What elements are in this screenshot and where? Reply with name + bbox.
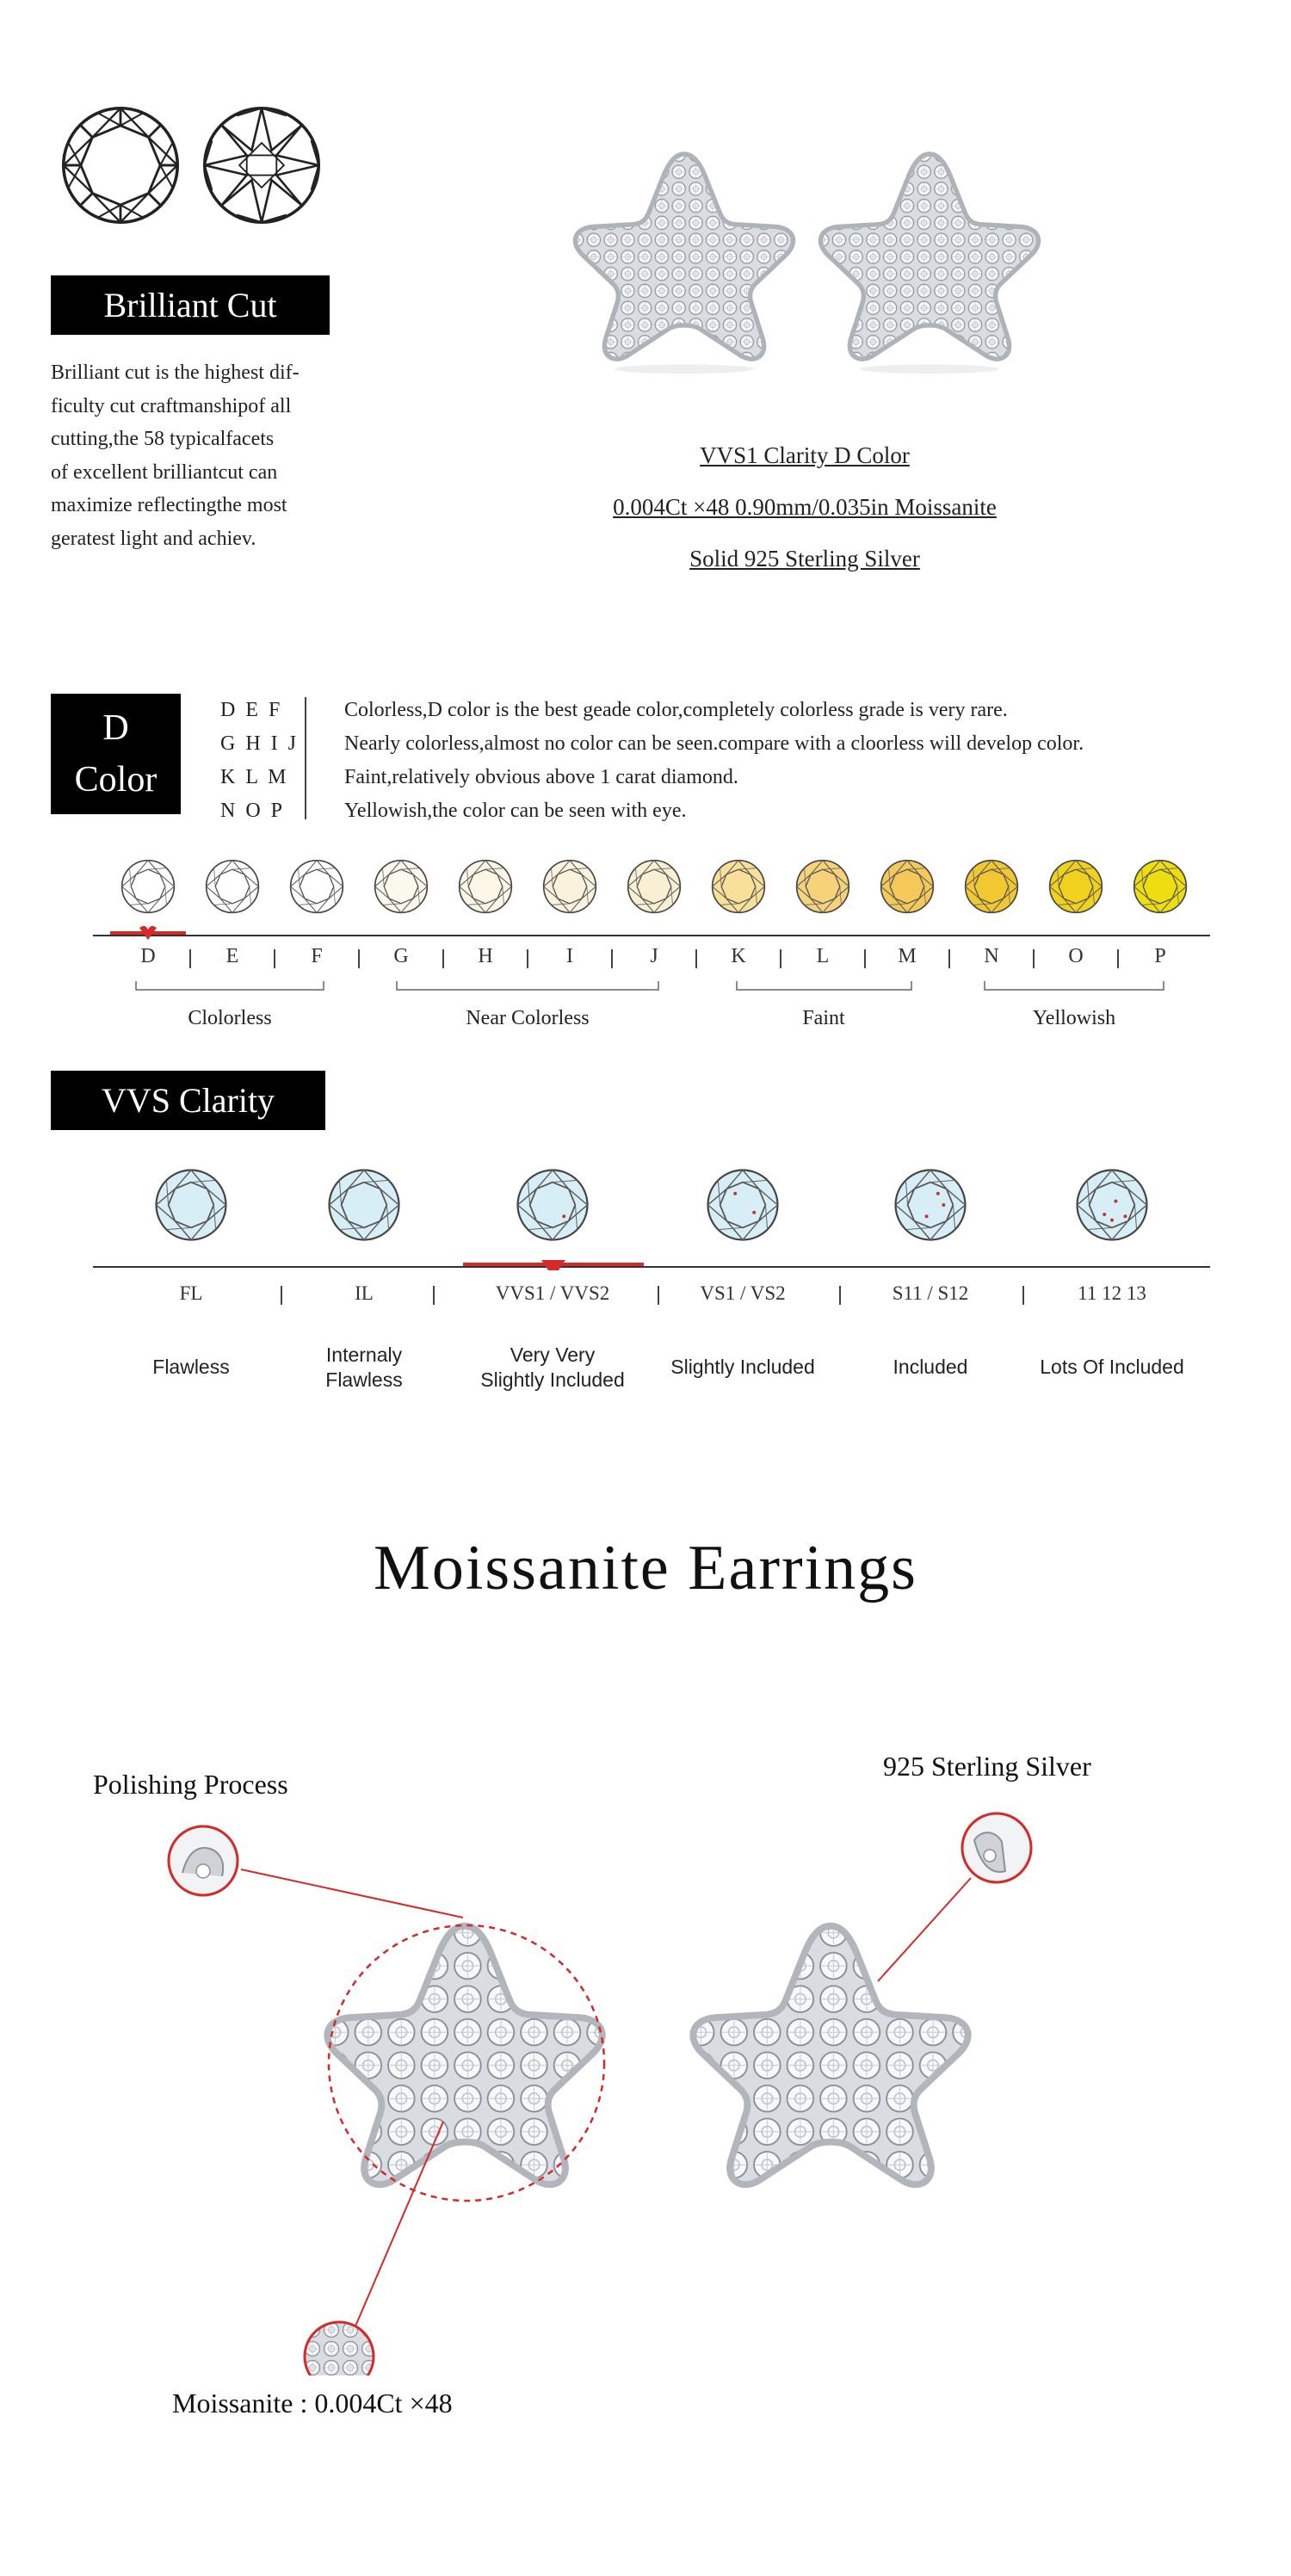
description-line: ficulty cut craftmanshipof all (51, 394, 292, 417)
brilliant-cut-description (51, 356, 361, 555)
grade-description: Colorless,D color is the best geade color,completely colorless grade is very rare. (344, 699, 1008, 721)
letter-separator (948, 949, 950, 968)
color-grade-descriptions (344, 694, 1274, 828)
earring-photo-left (568, 146, 800, 374)
spec-stone-size: 0.004Ct ×48 0.90mm/0.035in Moissanite (613, 494, 997, 520)
description-line: of excellent brilliantcut can (51, 460, 278, 484)
color-gem-i (544, 861, 596, 913)
color-gem-d (122, 861, 175, 913)
clarity-scale-line (93, 1266, 1210, 1268)
color-gem-svg (0, 856, 1291, 917)
clarity-gem-3 (708, 1171, 778, 1240)
clarity-name-line1: Lots Of Included (1040, 1356, 1184, 1378)
color-letter-l: L (816, 945, 830, 967)
color-letter-n: N (984, 945, 999, 967)
clarity-name (458, 1343, 647, 1393)
color-gem-g (375, 861, 428, 913)
color-scale-line (93, 935, 1210, 936)
color-letter-h: H (478, 945, 493, 967)
clarity-code-row (0, 1282, 1291, 1317)
description-line: maximize reflectingthe most (51, 494, 287, 516)
grade-code: K L M (220, 766, 289, 788)
inclusion-dot (942, 1203, 945, 1207)
color-letter-row (0, 945, 1291, 979)
group-label-yellowish: Yellowish (1032, 1007, 1116, 1029)
inclusion-dot (562, 1214, 565, 1218)
color-gem-o (1050, 861, 1103, 913)
clarity-separator (658, 1286, 659, 1305)
letter-separator (1033, 949, 1035, 968)
description-line: Brilliant cut is the highest dif- (51, 361, 300, 384)
clarity-gem-4 (896, 1171, 966, 1240)
color-gem-j (628, 861, 681, 913)
product-title: Moissanite Earrings (374, 1533, 917, 1603)
group-label-faint: Faint (802, 1007, 845, 1029)
d-color-label-line1: D (102, 708, 129, 748)
clarity-name-line1: Slightly Included (670, 1356, 815, 1378)
color-letter-d: D (140, 945, 156, 967)
color-gem-h (460, 861, 512, 913)
inclusion-dot (1103, 1213, 1106, 1216)
color-gem-n (966, 861, 1018, 913)
color-group-brackets (0, 979, 1291, 1005)
color-gem-row (0, 856, 1291, 917)
clarity-name-line2: Flawless (325, 1368, 403, 1391)
brilliant-cut-top-view-icon (59, 103, 182, 227)
clarity-name-line2: Slightly Included (480, 1368, 625, 1391)
grade-description: Faint,relatively obvious above 1 carat diamond. (344, 766, 738, 788)
clarity-name-line1: Very Very (510, 1344, 596, 1366)
earring-detail-right (693, 1926, 967, 2184)
color-letter-o: O (1068, 945, 1084, 967)
callout-silver: 925 Sterling Silver (883, 1751, 1091, 1782)
color-gem-m (881, 861, 934, 913)
clarity-name (836, 1355, 1025, 1380)
clarity-name-line1: Flawless (152, 1356, 230, 1378)
color-letter-m: M (898, 945, 917, 967)
inclusion-dot (1110, 1219, 1114, 1222)
clarity-gem-0 (157, 1171, 226, 1240)
clarity-name (269, 1343, 459, 1393)
inclusion-dot (1123, 1214, 1127, 1218)
clarity-code: 11 12 13 (1078, 1282, 1146, 1304)
clarity-code: FL (179, 1282, 203, 1304)
letter-separator (527, 949, 528, 968)
color-selected-marker-icon (136, 924, 160, 942)
color-grade-codes (220, 694, 306, 828)
description-line: geratest light and achiev. (51, 527, 256, 550)
callout-moissanite: Moissanite : 0.004Ct ×48 (172, 2388, 453, 2418)
letter-separator (695, 949, 697, 968)
d-color-label-line2: Color (74, 760, 158, 800)
inclusion-dot (752, 1211, 756, 1214)
grade-description: Yellowish,the color can be seen with eye. (344, 800, 687, 822)
inclusion-dot (1114, 1200, 1117, 1203)
letter-separator (189, 949, 191, 968)
clarity-name (648, 1355, 837, 1380)
description-line: cutting,the 58 typicalfacets (51, 428, 275, 450)
clarity-gem-svg (0, 1162, 1291, 1248)
clarity-gem-2 (518, 1171, 588, 1240)
letter-separator (864, 949, 866, 968)
color-letter-g: G (393, 945, 409, 967)
color-gem-e (207, 861, 259, 913)
clarity-name-line1: Internaly (325, 1344, 403, 1366)
grade-code: G H I J (220, 732, 299, 755)
grade-divider (305, 697, 306, 819)
clarity-separator (433, 1286, 435, 1305)
zoom-moissanite-icon (305, 2322, 374, 2375)
letter-separator (274, 949, 275, 968)
brilliant-cut-star-view-icon (200, 103, 324, 227)
earring-detail-left (327, 1926, 602, 2184)
clarity-name (96, 1355, 286, 1380)
inclusion-dot (733, 1192, 737, 1195)
grade-description: Nearly colorless,almost no color can be seen.compare with a cloorless will develop color. (344, 732, 1084, 755)
earring-photo-right (813, 146, 1046, 374)
clarity-code: S11 / S12 (892, 1282, 969, 1304)
d-color-label (51, 694, 181, 814)
clarity-separator (1022, 1286, 1024, 1305)
clarity-separator (839, 1286, 841, 1305)
group-label-colorless: Clolorless (188, 1007, 272, 1029)
clarity-gem-row (0, 1162, 1291, 1248)
clarity-selected-marker-icon (540, 1257, 567, 1276)
clarity-code: VVS1 / VVS2 (495, 1282, 610, 1304)
clarity-gem-1 (330, 1171, 399, 1240)
clarity-name-row (0, 1343, 1291, 1403)
callout-polishing: Polishing Process (93, 1769, 288, 1800)
color-letter-i: I (566, 945, 573, 967)
color-letter-k: K (731, 945, 746, 967)
letter-separator (780, 949, 781, 968)
zoom-polishing-icon (169, 1826, 238, 1895)
color-gem-k (713, 861, 765, 913)
letter-separator (611, 949, 613, 968)
clarity-code: VS1 / VS2 (700, 1282, 786, 1304)
letter-separator (1117, 949, 1119, 968)
spec-clarity-color: VVS1 Clarity D Color (700, 442, 910, 468)
letter-separator (442, 949, 444, 968)
letter-separator (358, 949, 360, 968)
color-letter-f: F (311, 945, 323, 967)
color-letter-j: J (650, 945, 658, 967)
clarity-gem-5 (1078, 1171, 1147, 1240)
spec-metal: Solid 925 Sterling Silver (689, 546, 920, 571)
inclusion-dot (925, 1214, 929, 1218)
brilliant-cut-label: Brilliant Cut (51, 275, 330, 335)
clarity-separator (281, 1286, 282, 1305)
inclusion-dot (936, 1192, 940, 1195)
earring-detail-illustration (0, 1790, 1291, 2375)
grade-code: N O P (220, 800, 286, 822)
color-gem-l (797, 861, 849, 913)
clarity-code: IL (355, 1282, 374, 1304)
vvs-clarity-label: VVS Clarity (51, 1071, 325, 1130)
color-gem-p (1134, 861, 1187, 913)
color-letter-e: E (225, 945, 239, 967)
color-letter-p: P (1154, 945, 1166, 967)
grade-code: D E F (220, 699, 283, 721)
clarity-name-line1: Included (893, 1356, 968, 1378)
group-label-near-colorless: Near Colorless (466, 1007, 590, 1029)
clarity-name (1017, 1355, 1207, 1380)
zoom-silver-icon (962, 1813, 1031, 1882)
color-gem-f (291, 861, 343, 913)
